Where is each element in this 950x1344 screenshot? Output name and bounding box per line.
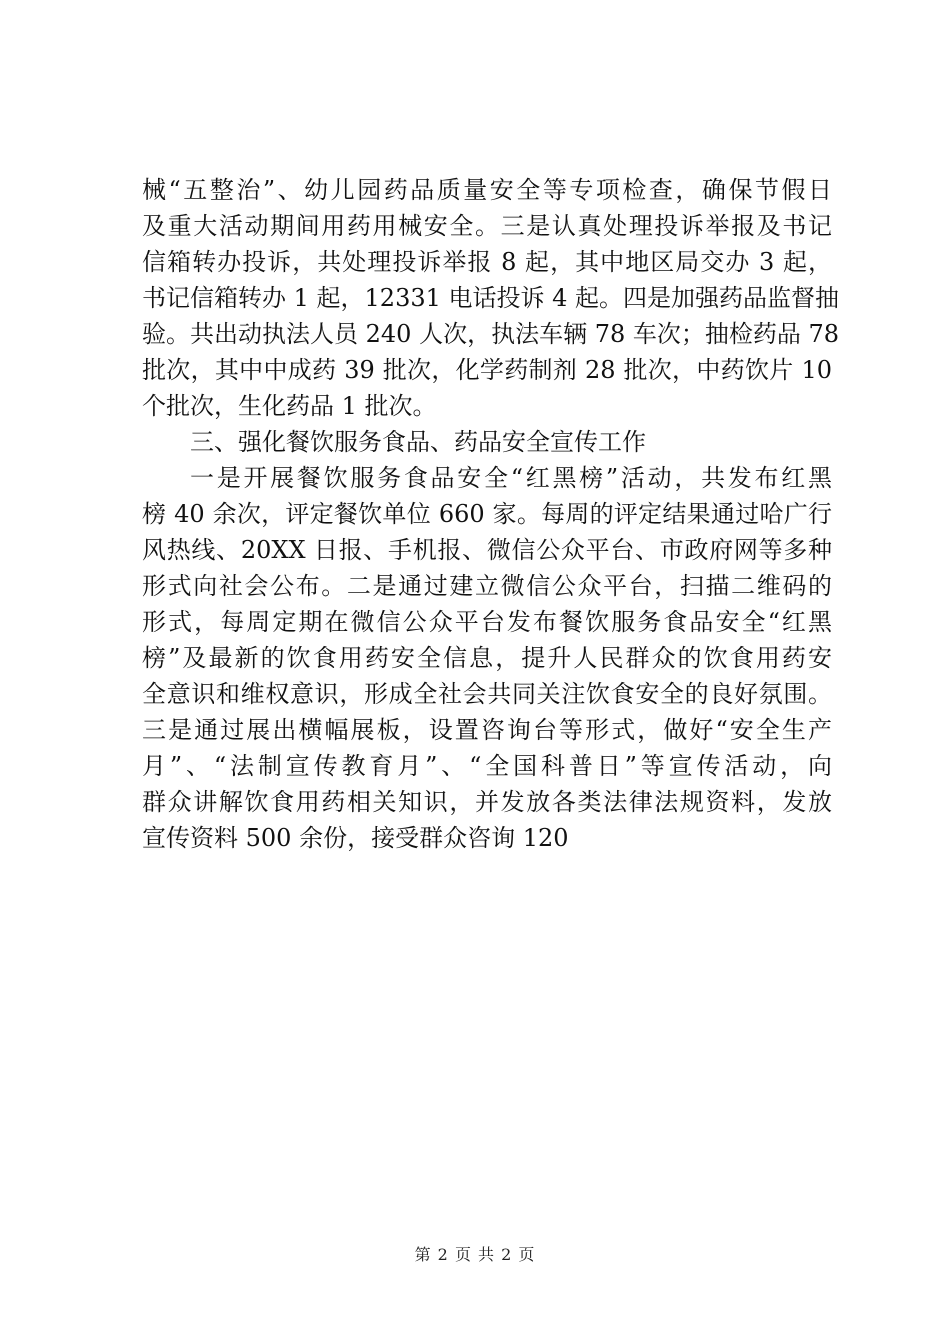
body-line: 形式向社会公布。二是通过建立微信公众平台，扫描二维码的 (142, 572, 832, 600)
page-number-footer: 第 2 页 共 2 页 (414, 1245, 536, 1264)
body-line: 及重大活动期间用药用械安全。三是认真处理投诉举报及书记 (142, 212, 832, 240)
document-body (142, 172, 840, 856)
section-heading: 三、强化餐饮服务食品、药品安全宣传工作 (190, 428, 646, 456)
body-line: 月”、“法制宣传教育月”、“全国科普日”等宣传活动，向 (142, 752, 832, 780)
body-line: 全意识和维权意识，形成全社会共同关注饮食安全的良好氛围。 (142, 680, 832, 708)
body-line-paragraph-end: 个批次，生化药品 1 批次。 (142, 392, 437, 420)
body-line: 形式，每周定期在微信公众平台发布餐饮服务食品安全“红黑 (142, 608, 832, 636)
body-line: 批次，其中中成药 39 批次，化学药制剂 28 批次，中药饮片 10 (142, 356, 832, 384)
body-line: 械“五整治”、幼儿园药品质量安全等专项检查，确保节假日 (142, 176, 832, 204)
body-line-paragraph-start: 一是开展餐饮服务食品安全“红黑榜”活动，共发布红黑 (190, 464, 832, 492)
body-line: 信箱转办投诉，共处理投诉举报 8 起，其中地区局交办 3 起， (142, 248, 832, 276)
body-line: 三是通过展出横幅展板，设置咨询台等形式，做好“安全生产 (142, 716, 832, 744)
body-line: 风热线、20XX 日报、手机报、微信公众平台、市政府网等多种 (142, 536, 832, 564)
body-line: 书记信箱转办 1 起，12331 电话投诉 4 起。四是加强药品监督抽 (142, 284, 840, 312)
body-line: 榜 40 余次，评定餐饮单位 660 家。每周的评定结果通过哈广行 (142, 500, 832, 528)
body-line-paragraph-end: 宣传资料 500 余份，接受群众咨询 120 (142, 824, 569, 852)
body-line: 榜”及最新的饮食用药安全信息，提升人民群众的饮食用药安 (142, 644, 832, 672)
body-line: 验。共出动执法人员 240 人次，执法车辆 78 车次；抽检药品 78 (142, 320, 840, 348)
body-line: 群众讲解饮食用药相关知识，并发放各类法律法规资料，发放 (142, 788, 832, 816)
